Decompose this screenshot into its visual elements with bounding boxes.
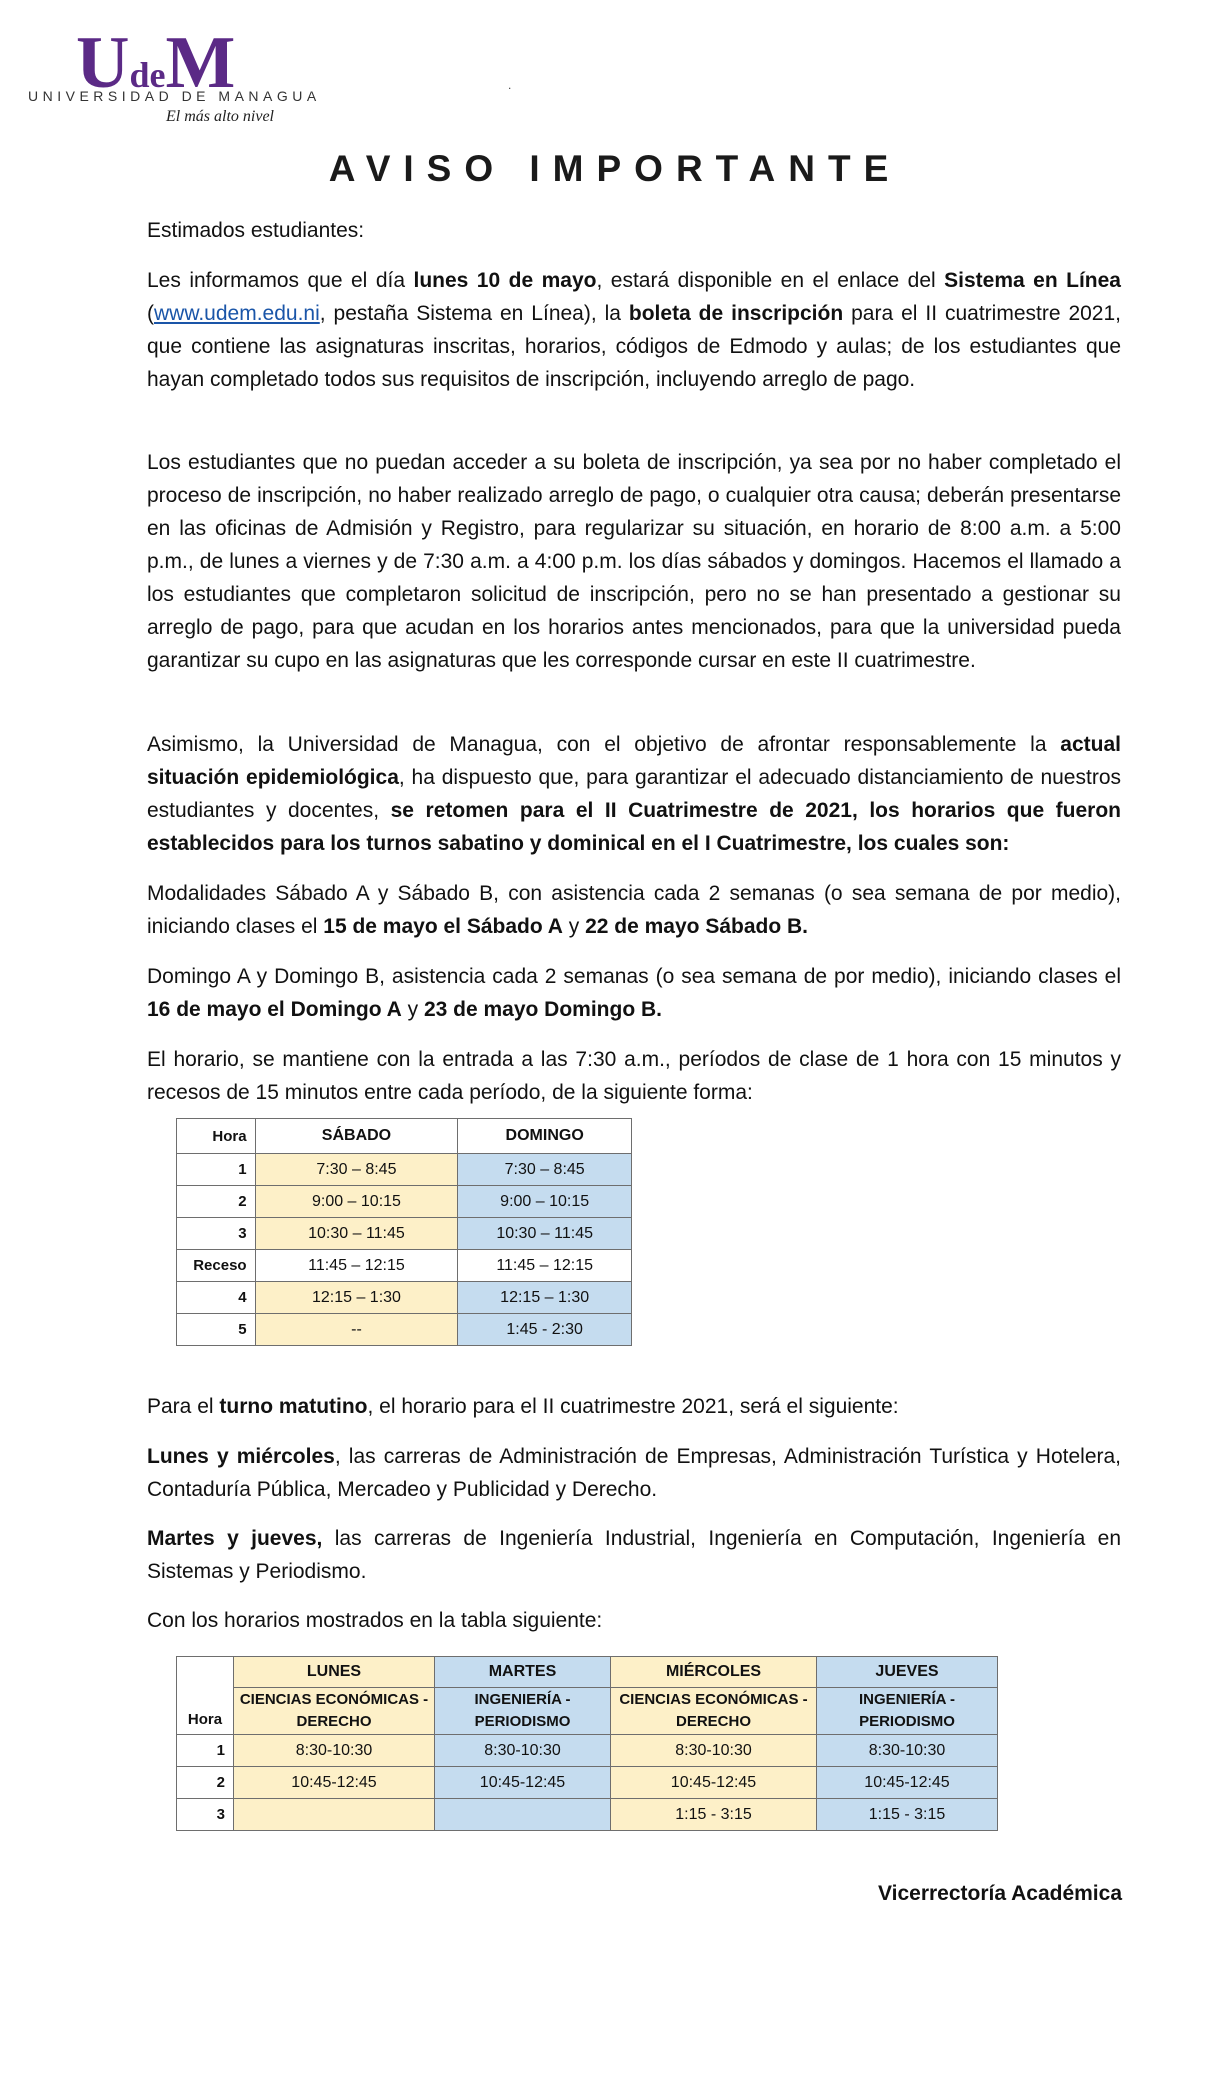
- hour-cell: 5: [177, 1314, 256, 1346]
- sabado-cell: --: [255, 1314, 458, 1346]
- header-domingo: DOMINGO: [458, 1119, 632, 1154]
- table-row: [177, 1314, 632, 1346]
- career-miercoles: CIENCIAS ECONÓMICAS - DERECHO: [611, 1688, 817, 1735]
- weekday-schedule-table: [176, 1656, 998, 1831]
- header-lunes: LUNES: [234, 1657, 435, 1688]
- jueves-cell: 10:45-12:45: [817, 1767, 998, 1799]
- domingo-cell: 9:00 – 10:15: [458, 1186, 632, 1218]
- paragraph-lunes-miercoles: Lunes y miércoles, las carreras de Administración de Empresas, Administración Turística y Hotelera, Contaduría Pública, Mercadeo y Publicidad y Derecho.: [147, 1445, 1122, 1501]
- header-jueves: JUEVES: [817, 1657, 998, 1688]
- page-title: AVISO IMPORTANTE: [328, 148, 902, 189]
- header-sabado: SÁBADO: [255, 1119, 458, 1154]
- weekend-schedule-table: [176, 1118, 632, 1346]
- table-row: [177, 1250, 632, 1282]
- header-miercoles: MIÉRCOLES: [611, 1657, 817, 1688]
- greeting: Estimados estudiantes:: [147, 219, 365, 242]
- paragraph-turno-matutino: Para el turno matutino, el horario para el II cuatrimestre 2021, será el siguiente:: [147, 1395, 899, 1418]
- stray-dot: .: [508, 78, 512, 92]
- header-hora: Hora: [177, 1119, 256, 1154]
- hour-cell: 2: [177, 1186, 256, 1218]
- hour-cell: 1: [177, 1154, 256, 1186]
- domingo-cell: 1:45 - 2:30: [458, 1314, 632, 1346]
- hour-cell: 3: [177, 1218, 256, 1250]
- paragraph-epidemiologica: Asimismo, la Universidad de Managua, con el objetivo de afrontar responsablemente la actual situación epidemiológica, ha dispuesto que, para garantizar el adecuado distanciamiento de nuestros estudiantes y docentes, se retomen para el II Cuatrimestre de 2021, los horarios que fueron establecidos para los turnos sabatino y dominical en el I Cuatrimestre, los cuales son:: [147, 733, 1122, 855]
- sabado-cell: 11:45 – 12:15: [255, 1250, 458, 1282]
- domingo-cell: 11:45 – 12:15: [458, 1250, 632, 1282]
- paragraph-horario: El horario, se mantiene con la entrada a las 7:30 a.m., períodos de clase de 1 hora con 15 minutos y recesos de 15 minutos entre cada período, de la siguiente forma:: [147, 1048, 1121, 1104]
- table-row: [177, 1282, 632, 1314]
- udem-monogram: UdeM: [76, 22, 236, 104]
- domingo-cell: 12:15 – 1:30: [458, 1282, 632, 1314]
- header-hora: Hora: [177, 1657, 234, 1735]
- lunes-cell: 8:30-10:30: [234, 1735, 435, 1767]
- university-name: UNIVERSIDAD DE MANAGUA: [28, 88, 321, 104]
- martes-cell: [435, 1799, 611, 1831]
- table-row: [177, 1218, 632, 1250]
- table-row: [177, 1186, 632, 1218]
- hour-cell: 2: [177, 1767, 234, 1799]
- miercoles-cell: 10:45-12:45: [611, 1767, 817, 1799]
- jueves-cell: 8:30-10:30: [817, 1735, 998, 1767]
- lunes-cell: [234, 1799, 435, 1831]
- udem-logo: [28, 22, 328, 126]
- signature: Vicerrectoría Académica: [878, 1882, 1122, 1905]
- career-martes: INGENIERÍA - PERIODISMO: [435, 1688, 611, 1735]
- table-header-row: [177, 1657, 998, 1688]
- paragraph-admision: Los estudiantes que no puedan acceder a su boleta de inscripción, ya sea por no haber completado el proceso de inscripción, no haber realizado arreglo de pago, o cualquier otra causa; deberán presentarse en las oficinas de Admisión y Registro, para regularizar su situación, en horario de 8:00 a.m. a 5:00 p.m., de lunes a viernes y de 7:30 a.m. a 4:00 p.m. los días sábados y domingos. Hacemos el llamado a los estudiantes que completaron solicitud de inscripción, pero no se han presentado a gestionar su arreglo de pago, para que acudan en los horarios antes mencionados, para que la universidad pueda garantizar su cupo en las asignaturas que les corresponde cursar en este II cuatrimestre.: [147, 451, 1121, 672]
- hour-cell: Receso: [177, 1250, 256, 1282]
- lunes-cell: 10:45-12:45: [234, 1767, 435, 1799]
- table-row: [177, 1735, 998, 1767]
- hour-cell: 4: [177, 1282, 256, 1314]
- table-row: [177, 1154, 632, 1186]
- paragraph-tabla-siguiente: Con los horarios mostrados en la tabla siguiente:: [147, 1609, 603, 1632]
- domingo-cell: 7:30 – 8:45: [458, 1154, 632, 1186]
- sabado-cell: 9:00 – 10:15: [255, 1186, 458, 1218]
- udem-website-link[interactable]: www.udem.edu.ni: [154, 302, 320, 325]
- sabado-cell: 10:30 – 11:45: [255, 1218, 458, 1250]
- sabado-cell: 7:30 – 8:45: [255, 1154, 458, 1186]
- miercoles-cell: 8:30-10:30: [611, 1735, 817, 1767]
- sabado-cell: 12:15 – 1:30: [255, 1282, 458, 1314]
- table-header-row: [177, 1119, 632, 1154]
- paragraph-martes-jueves: Martes y jueves, las carreras de Ingeniería Industrial, Ingeniería en Computación, Ingeniería en Sistemas y Periodismo.: [147, 1527, 1121, 1583]
- hour-cell: 3: [177, 1799, 234, 1831]
- hour-cell: 1: [177, 1735, 234, 1767]
- miercoles-cell: 1:15 - 3:15: [611, 1799, 817, 1831]
- martes-cell: 10:45-12:45: [435, 1767, 611, 1799]
- martes-cell: 8:30-10:30: [435, 1735, 611, 1767]
- table-row: [177, 1767, 998, 1799]
- career-jueves: INGENIERÍA - PERIODISMO: [817, 1688, 998, 1735]
- table-row: [177, 1799, 998, 1831]
- table-career-row: [177, 1688, 998, 1735]
- domingo-cell: 10:30 – 11:45: [458, 1218, 632, 1250]
- paragraph-domingo: Domingo A y Domingo B, asistencia cada 2 semanas (o sea semana de por medio), iniciando clases el 16 de mayo el Domingo A y 23 de mayo Domingo B.: [147, 965, 1121, 1021]
- logo-slogan: El más alto nivel: [166, 108, 274, 125]
- paragraph-sabado: Modalidades Sábado A y Sábado B, con asistencia cada 2 semanas (o sea semana de por medio), iniciando clases el 15 de mayo el Sábado A y 22 de mayo Sábado B.: [147, 882, 1121, 938]
- header-martes: MARTES: [435, 1657, 611, 1688]
- career-lunes: CIENCIAS ECONÓMICAS - DERECHO: [234, 1688, 435, 1735]
- paragraph-boleta: Les informamos que el día lunes 10 de mayo, estará disponible en el enlace del Sistema en Línea (www.udem.edu.ni, pestaña Sistema en Línea), la boleta de inscripción para el II cuatrimestre 2021, que contiene las asignaturas inscritas, horarios, códigos de Edmodo y aulas; de los estudiantes que hayan completado todos sus requisitos de inscripción, incluyendo arreglo de pago.: [147, 269, 1121, 391]
- jueves-cell: 1:15 - 3:15: [817, 1799, 998, 1831]
